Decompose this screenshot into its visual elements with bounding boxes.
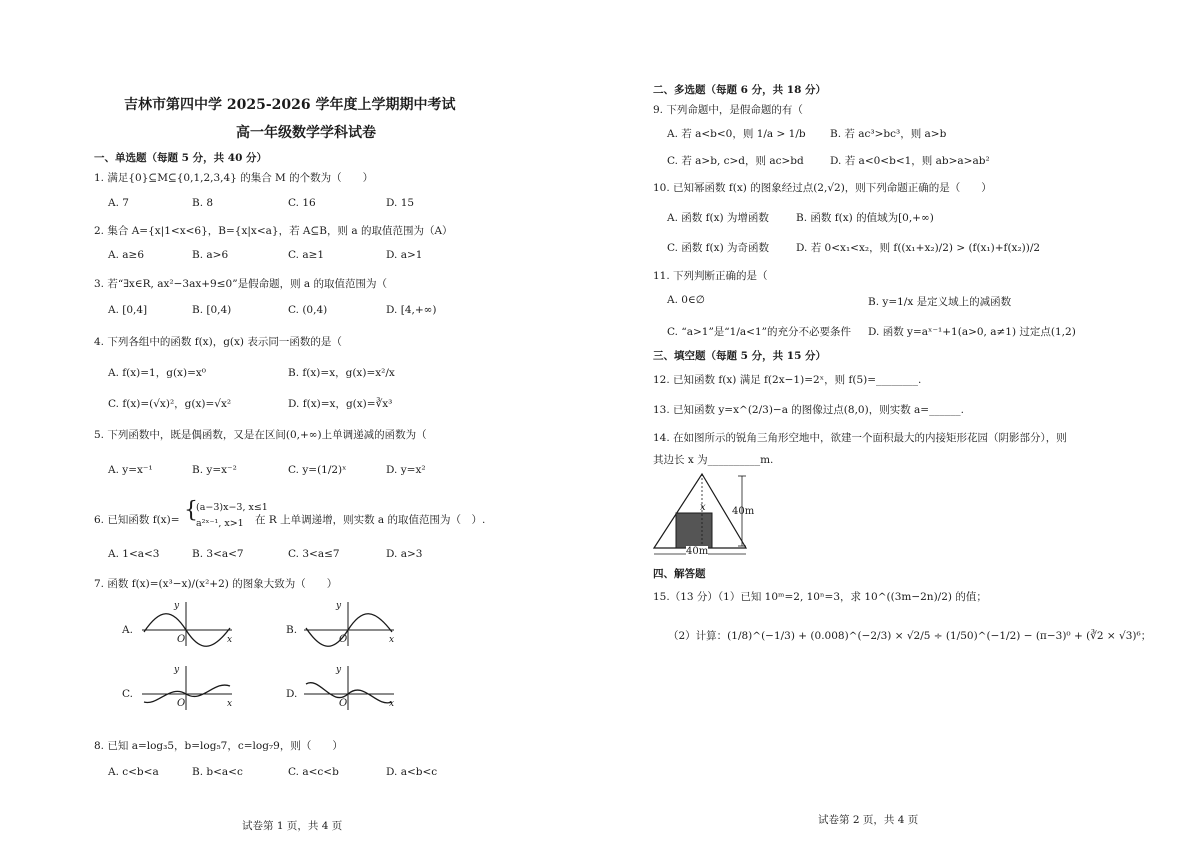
q6-option-c: C. 3<a≤7 xyxy=(288,548,340,560)
q7-option-d: D. xyxy=(286,688,298,700)
svg-text:y: y xyxy=(336,665,342,675)
q3-option-a: A. [0,4] xyxy=(108,304,148,316)
q11-option-a: A. 0∈∅ xyxy=(667,294,705,306)
svg-text:x: x xyxy=(227,699,233,709)
q6-option-a: A. 1<a<3 xyxy=(108,548,160,560)
q5-option-b: B. y=x⁻² xyxy=(192,464,237,476)
q6-case-2: a²ˣ⁻¹, x>1 xyxy=(196,518,244,529)
q2-option-d: D. a>1 xyxy=(386,249,423,261)
q7-graph-b xyxy=(302,598,398,648)
q9-option-c: C. 若 a>b, c>d，则 ac>bd xyxy=(667,155,804,167)
q7-graph-c xyxy=(140,662,236,712)
question-12: 12. 已知函数 f(x) 满足 f(2x−1)=2ˣ，则 f(5)=________. xyxy=(653,374,922,386)
question-3: 3. 若“∃x∈R, ax²−3ax+9≤0”是假命题，则 a 的取值范围为（ xyxy=(94,278,388,290)
question-15-part-2: （2）计算：(1/8)^(−1/3) + (0.008)^(−2/3) × √2/5 ÷ (1/50)^(−1/2) − (π−3)⁰ + (∛2 × √3)⁶； xyxy=(668,630,1152,642)
q8-option-d: D. a<b<c xyxy=(386,766,438,778)
svg-text:O: O xyxy=(339,698,348,709)
svg-text:y: y xyxy=(336,601,342,611)
q1-option-c: C. 16 xyxy=(288,197,316,209)
q11-option-d: D. 函数 y=aˣ⁻¹+1(a>0, a≠1) 过定点(1,2) xyxy=(868,326,1076,338)
figure-label-x: x xyxy=(700,502,706,513)
question-5: 5. 下列函数中，既是偶函数，又是在区间(0,+∞)上单调递减的函数为（ xyxy=(94,429,427,441)
q10-option-c: C. 函数 f(x) 为奇函数 xyxy=(667,242,770,254)
figure-label-base: 40m xyxy=(686,546,709,557)
page-footer-left: 试卷第 1 页，共 4 页 xyxy=(242,820,343,832)
question-1: 1. 满足{0}⊆M⊆{0,1,2,3,4} 的集合 M 的个数为（ ） xyxy=(94,172,374,184)
q8-option-c: C. a<c<b xyxy=(288,766,339,778)
q4-option-b: B. f(x)=x，g(x)=x²/x xyxy=(288,367,395,379)
figure-label-height: 40m xyxy=(732,506,755,517)
q9-option-d: D. 若 a<0<b<1，则 ab>a>ab² xyxy=(830,155,990,167)
q11-option-c: C. “a>1”是“1/a<1”的充分不必要条件 xyxy=(667,326,852,338)
q5-option-c: C. y=(1/2)ˣ xyxy=(288,464,347,476)
q6-option-d: D. a>3 xyxy=(386,548,423,560)
q4-option-a: A. f(x)=1，g(x)=x⁰ xyxy=(108,367,207,379)
q1-option-d: D. 15 xyxy=(386,197,415,209)
section-solve: 四、解答题 xyxy=(653,568,706,580)
q10-option-b: B. 函数 f(x) 的值域为[0,+∞) xyxy=(796,212,934,224)
question-14-line-2: 其边长 x 为__________m. xyxy=(653,454,774,466)
q8-option-a: A. c<b<a xyxy=(108,766,159,778)
q8-option-b: B. b<a<c xyxy=(192,766,243,778)
question-4: 4. 下列各组中的函数 f(x)，g(x) 表示同一函数的是（ xyxy=(94,336,342,348)
question-8: 8. 已知 a=log₃5，b=log₅7，c=log₇9，则（ ） xyxy=(94,740,343,752)
triangle-figure xyxy=(650,470,760,562)
question-10: 10. 已知幂函数 f(x) 的图象经过点(2,√2)，则下列命题正确的是（ ） xyxy=(653,182,992,194)
brace-icon: { xyxy=(184,498,198,523)
q1-option-a: A. 7 xyxy=(108,197,129,209)
q3-option-c: C. (0,4) xyxy=(288,304,328,316)
q7-option-c: C. xyxy=(122,688,133,700)
svg-text:y: y xyxy=(174,665,180,675)
svg-text:O: O xyxy=(177,634,186,645)
q2-option-c: C. a≥1 xyxy=(288,249,325,261)
page-footer-right: 试卷第 2 页，共 4 页 xyxy=(818,814,919,826)
question-11: 11. 下列判断正确的是（ xyxy=(653,270,768,282)
exam-subtitle: 高一年级数学学科试卷 xyxy=(236,125,376,141)
svg-text:y: y xyxy=(174,601,180,611)
svg-text:O: O xyxy=(177,698,186,709)
q9-option-a: A. 若 a<b<0，则 1/a > 1/b xyxy=(667,128,806,140)
q7-option-a: A. xyxy=(122,624,133,636)
question-15-part-1: 15.（13 分）（1）已知 10ᵐ=2, 10ⁿ=3，求 10^((3m−2n)/2) 的值； xyxy=(653,591,987,603)
q9-option-b: B. 若 ac³>bc³，则 a>b xyxy=(830,128,947,140)
question-13: 13. 已知函数 y=x^(2/3)−a 的图像过点(8,0)，则实数 a=______. xyxy=(653,404,964,416)
question-6-prefix: 6. 已知函数 f(x)= xyxy=(94,514,180,526)
section-single-choice: 一、单选题（每题 5 分，共 40 分） xyxy=(94,152,268,164)
q2-option-a: A. a≥6 xyxy=(108,249,144,261)
q11-option-b: B. y=1/x 是定义域上的减函数 xyxy=(868,296,1012,308)
q7-graph-a xyxy=(140,598,236,648)
q1-option-b: B. 8 xyxy=(192,197,214,209)
q6-case-1: (a−3)x−3, x≤1 xyxy=(196,502,268,513)
question-9: 9. 下列命题中，是假命题的有（ xyxy=(653,104,803,116)
question-6-suffix: 在 R 上单调递增，则实数 a 的取值范围为（ ）. xyxy=(255,514,486,526)
svg-text:x: x xyxy=(389,635,395,645)
section-multi-choice: 二、多选题（每题 6 分，共 18 分） xyxy=(653,84,827,96)
q6-option-b: B. 3<a<7 xyxy=(192,548,244,560)
q5-option-d: D. y=x² xyxy=(386,464,426,476)
question-7: 7. 函数 f(x)=(x³−x)/(x²+2) 的图象大致为（ ） xyxy=(94,578,338,590)
q10-option-a: A. 函数 f(x) 为增函数 xyxy=(667,212,769,224)
q4-option-d: D. f(x)=x，g(x)=∛x³ xyxy=(288,398,393,410)
q4-option-c: C. f(x)=(√x)²，g(x)=√x² xyxy=(108,398,232,410)
q3-option-b: B. [0,4) xyxy=(192,304,232,316)
q5-option-a: A. y=x⁻¹ xyxy=(108,464,153,476)
q7-option-b: B. xyxy=(286,624,298,636)
question-2: 2. 集合 A={x|1<x<6}，B={x|x<a}，若 A⊆B，则 a 的取值范围为（A） xyxy=(94,225,453,237)
section-fill-blank: 三、填空题（每题 5 分，共 15 分） xyxy=(653,350,827,362)
q3-option-d: D. [4,+∞) xyxy=(386,304,437,316)
q10-option-d: D. 若 0<x₁<x₂，则 f((x₁+x₂)/2) > (f(x₁)+f(x₂))/2 xyxy=(796,242,1041,254)
q2-option-b: B. a>6 xyxy=(192,249,229,261)
svg-text:x: x xyxy=(227,635,233,645)
svg-text:O: O xyxy=(339,634,348,645)
q7-graph-d xyxy=(302,662,398,712)
question-14-line-1: 14. 在如图所示的锐角三角形空地中，欲建一个面积最大的内接矩形花园（阴影部分），则 xyxy=(653,432,1067,444)
exam-title: 吉林市第四中学 2025-2026 学年度上学期期中考试 xyxy=(124,97,456,113)
svg-text:x: x xyxy=(389,699,395,709)
